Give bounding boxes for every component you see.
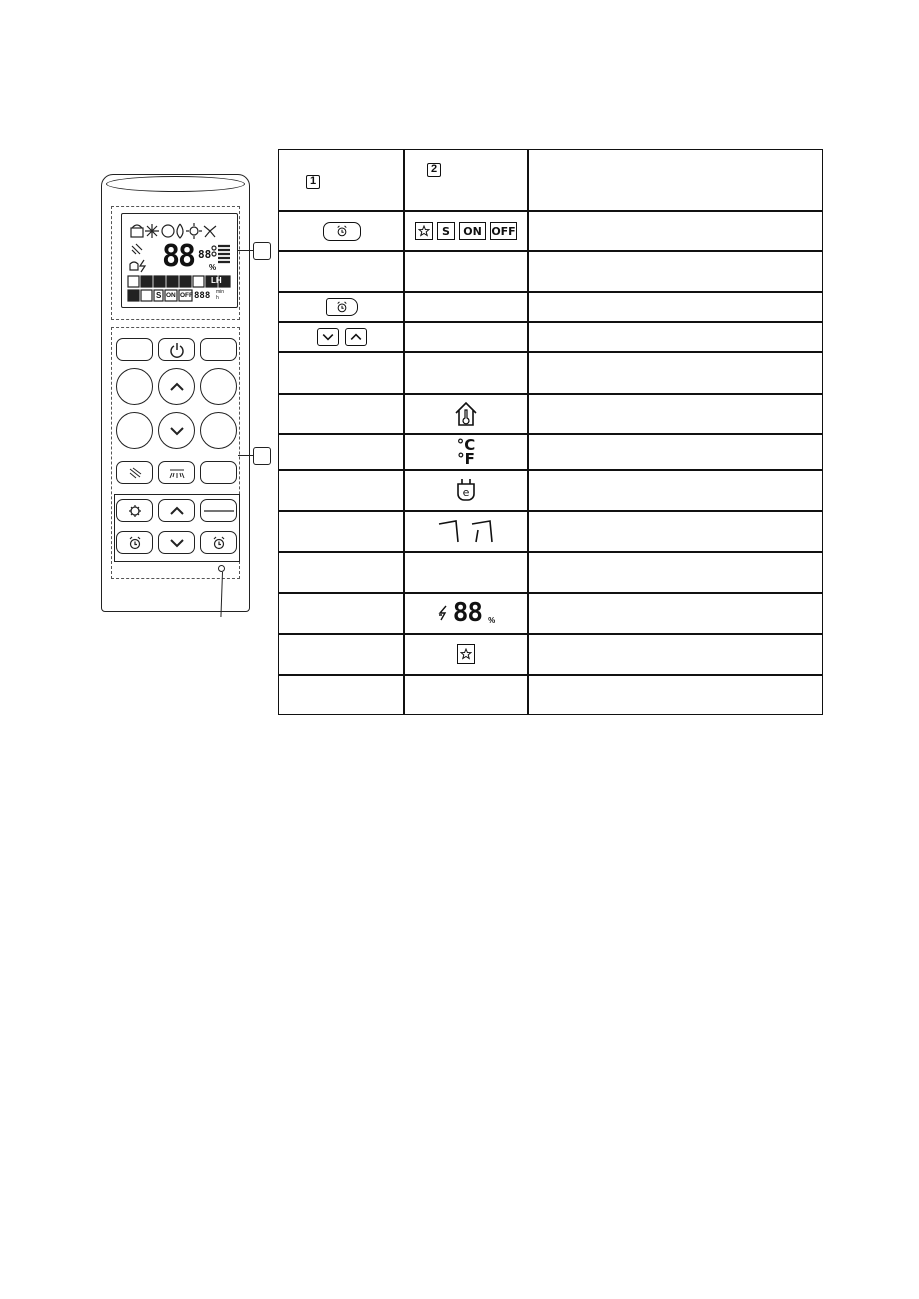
- lcd-indicator-on: ON: [166, 292, 176, 299]
- lcd-time-h: h: [216, 295, 219, 301]
- round-button-right-1[interactable]: [200, 368, 237, 405]
- sleep-star-icon: [457, 644, 475, 664]
- indoor-temp-cell: [405, 394, 527, 433]
- fahrenheit-label: °F: [457, 449, 475, 468]
- star-icon: [418, 225, 430, 237]
- round-button-left-1[interactable]: [116, 368, 153, 405]
- callout-2-box: [253, 447, 271, 465]
- reset-hole-icon[interactable]: [218, 565, 225, 572]
- timer-up-button[interactable]: [158, 499, 195, 522]
- alarm-clock-icon: [336, 225, 348, 237]
- star-icon: [460, 648, 472, 660]
- timer-right-button[interactable]: [200, 531, 237, 554]
- vane-swing-icon: [436, 518, 496, 544]
- callout-1-box: [253, 242, 271, 260]
- chevron-down-icon: [322, 333, 334, 341]
- lcd-main-digits: 88: [162, 239, 195, 274]
- swing-cell: [405, 511, 527, 551]
- table-row-divider: [278, 433, 823, 435]
- percent-sign: %: [488, 615, 496, 625]
- round-button-left-2[interactable]: [116, 412, 153, 449]
- timer-right-button-icon: [326, 298, 358, 316]
- power-button[interactable]: [158, 338, 195, 361]
- sleep-star-indicator: [415, 222, 433, 240]
- table-column-divider-2: [527, 149, 529, 715]
- up-button-icon: [345, 328, 367, 346]
- temp-down-button[interactable]: [158, 412, 195, 449]
- gear-icon: [128, 504, 142, 518]
- table-row-divider: [278, 469, 823, 471]
- table-row-divider: [278, 633, 823, 635]
- svg-text:e: e: [462, 486, 470, 499]
- lightning-icon: [437, 605, 451, 621]
- table-row-divider: [278, 250, 823, 252]
- power-icon: [169, 342, 185, 358]
- chevron-up-icon: [170, 506, 184, 516]
- lcd-display: [121, 213, 238, 308]
- table-row-divider: [278, 592, 823, 594]
- temp-up-button[interactable]: [158, 368, 195, 405]
- callout-1-leader: [238, 250, 254, 251]
- horizontal-swing-icon: [168, 467, 186, 479]
- lcd-time-min: min: [216, 289, 225, 295]
- power-digits: 88: [452, 598, 483, 628]
- swing-vertical-button[interactable]: [116, 461, 153, 484]
- swing-horizontal-button[interactable]: [158, 461, 195, 484]
- lcd-indicator-off: OFF: [180, 292, 193, 299]
- callout-2-leader: [238, 455, 254, 456]
- indicators-cell: [405, 212, 527, 250]
- lcd-lh: LH: [211, 276, 222, 285]
- timer-button-icon: [323, 222, 361, 241]
- power-limit-cell: [405, 593, 527, 633]
- on-indicator: ON: [459, 222, 486, 240]
- table-row-divider: [278, 674, 823, 676]
- mode-button[interactable]: [116, 338, 153, 361]
- alarm-clock-icon: [128, 536, 142, 550]
- header-number-1: 1: [306, 175, 320, 189]
- energy-display-icon: [456, 478, 476, 502]
- chevron-down-icon: [170, 426, 184, 436]
- off-indicator: OFF: [490, 222, 517, 240]
- table-row-divider: [278, 393, 823, 395]
- remote-ir-window: [106, 176, 245, 192]
- lcd-time-digits: 888: [194, 291, 211, 301]
- chevron-up-icon: [350, 333, 362, 341]
- chevron-down-icon: [170, 538, 184, 548]
- function-button[interactable]: [200, 461, 237, 484]
- lcd-small-digits: 88: [198, 248, 212, 261]
- table-row-divider: [278, 351, 823, 353]
- unit-cell: [405, 434, 527, 469]
- fan-speed-button[interactable]: [200, 338, 237, 361]
- vertical-swing-icon: [127, 467, 143, 479]
- cancel-button[interactable]: [200, 499, 237, 522]
- header-number-2: 2: [427, 163, 441, 177]
- energy-cell: [405, 470, 527, 510]
- timer-down-button[interactable]: [158, 531, 195, 554]
- timer-button-cell: [280, 212, 403, 250]
- timer-left-button[interactable]: [116, 531, 153, 554]
- chevron-up-icon: [170, 382, 184, 392]
- up-down-cell: [280, 322, 403, 351]
- table-row-divider: [278, 551, 823, 553]
- indoor-temperature-icon: [454, 401, 478, 427]
- alarm-clock-icon: [336, 301, 348, 313]
- table-row-divider: [278, 510, 823, 512]
- timer-right-button-cell: [280, 292, 403, 321]
- s-indicator: S: [437, 222, 455, 240]
- alarm-clock-icon: [212, 536, 226, 550]
- down-button-icon: [317, 328, 339, 346]
- sleep-cell: [405, 634, 527, 674]
- round-button-right-2[interactable]: [200, 412, 237, 449]
- lcd-indicator-s: S: [156, 291, 162, 300]
- dash-icon: [204, 509, 234, 513]
- settings-button[interactable]: [116, 499, 153, 522]
- celsius-label: °C: [456, 435, 476, 454]
- lcd-percent: %: [209, 263, 217, 272]
